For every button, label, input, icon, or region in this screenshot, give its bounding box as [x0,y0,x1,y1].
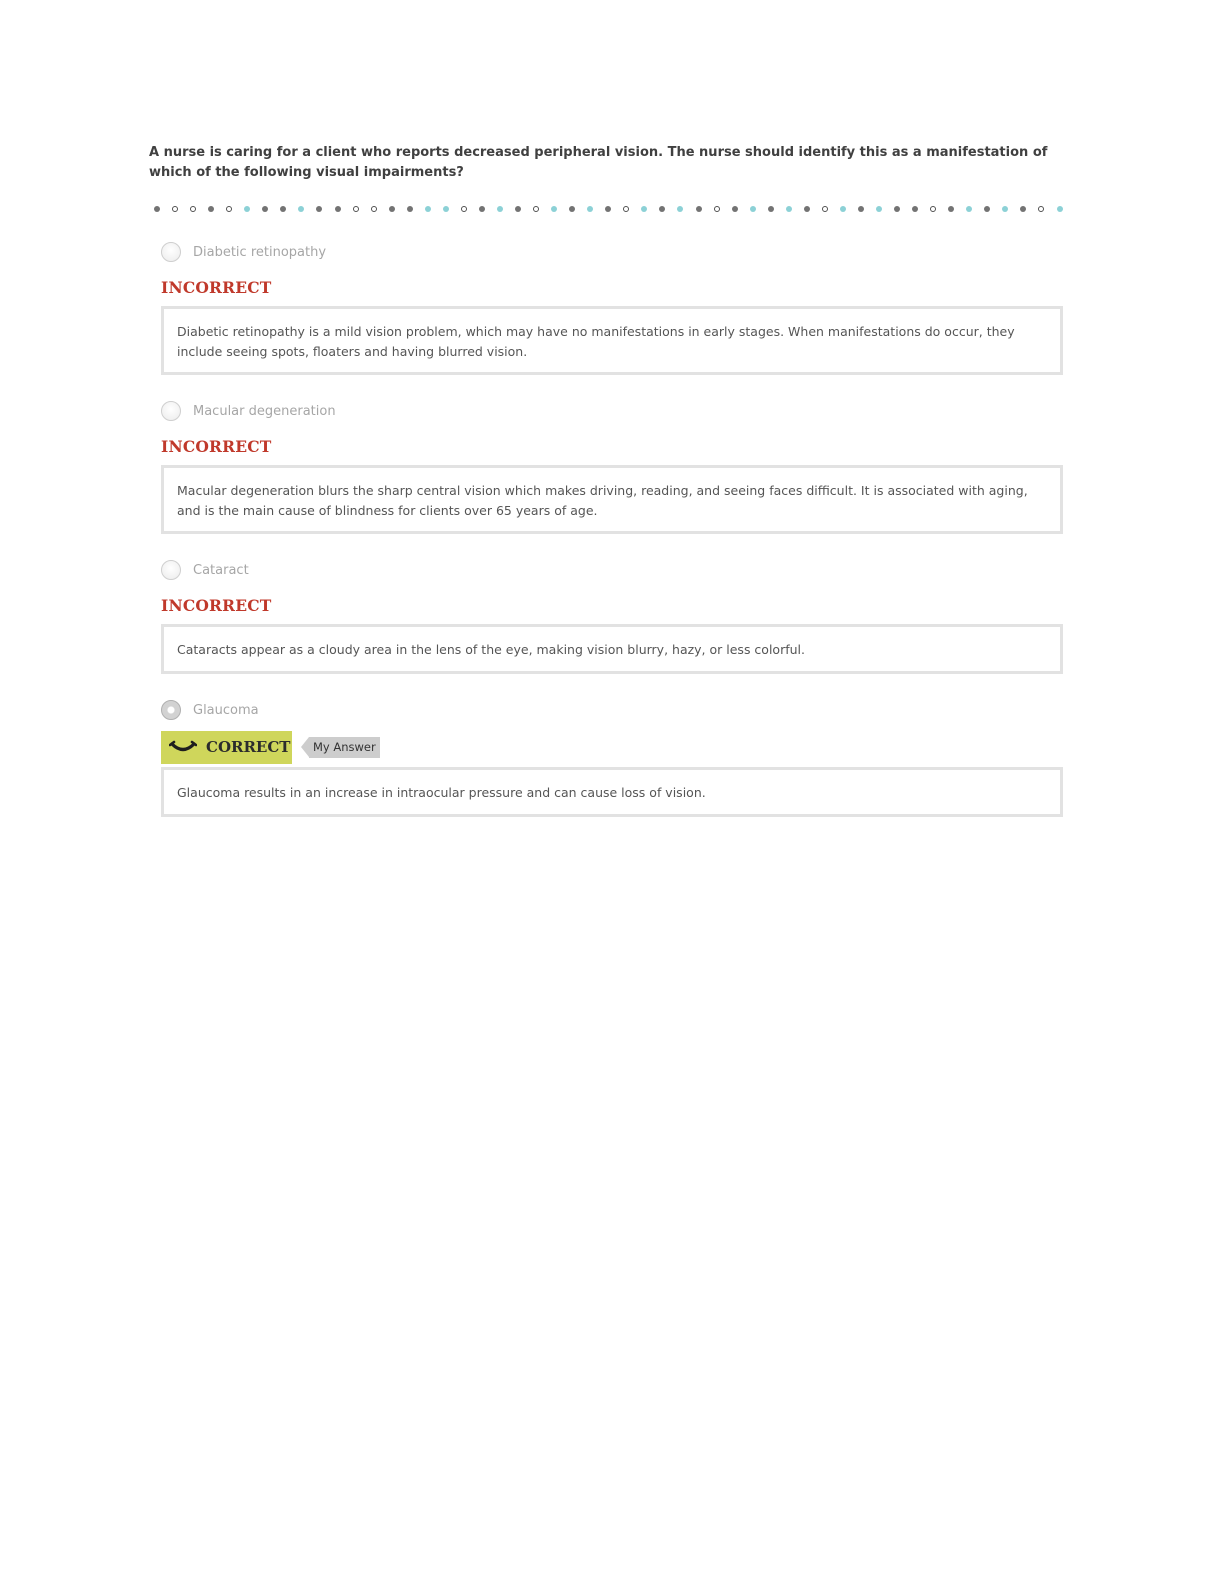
divider-dot [497,206,503,212]
my-answer-label: My Answer [309,737,380,758]
divider-dot [226,206,232,212]
feedback-box: Macular degeneration blurs the sharp central vision which makes driving, reading, and seeing faces difficult. It is associated with aging, and is the main cause of blindness for clients over 65 years of age. [161,465,1063,534]
feedback-box: Cataracts appear as a cloudy area in the lens of the eye, making vision blurry, hazy, or less colorful. [161,624,1063,674]
divider-dot [335,206,341,212]
divider-dot [262,206,268,212]
feedback-box: Diabetic retinopathy is a mild vision problem, which may have no manifestations in early stages. When manifestations do occur, they include seeing spots, floaters and having blurred vision. [161,306,1063,375]
divider-dot [804,206,810,212]
divider-dot [1038,206,1044,212]
divider-dot [605,206,611,212]
divider-dot [750,206,756,212]
divider-dot [1002,206,1008,212]
divider-dot [154,206,160,212]
divider-dot [443,206,449,212]
incorrect-label: INCORRECT [161,278,272,297]
incorrect-label: INCORRECT [161,596,272,615]
divider-dot [876,206,882,212]
divider-dot [244,206,250,212]
radio-button[interactable] [161,242,181,262]
divider-dot [533,206,539,212]
correct-badge [161,731,292,764]
divider-dot [840,206,846,212]
divider-dot [353,206,359,212]
divider-dot [948,206,954,212]
divider-dot [316,206,322,212]
divider-dot [768,206,774,212]
divider-dot [389,206,395,212]
dotted-divider [152,203,1070,215]
divider-dot [479,206,485,212]
divider-dot [569,206,575,212]
divider-dot [280,206,286,212]
divider-dot [786,206,792,212]
divider-dot [696,206,702,212]
divider-dot [371,206,377,212]
question-text: A nurse is caring for a client who reports decreased peripheral vision. The nurse should identify this as a manifestation of which of the following visual impairments? [149,145,1048,180]
divider-dot [623,206,629,212]
divider-dot [984,206,990,212]
divider-dot [1020,206,1026,212]
divider-dot [912,206,918,212]
divider-dot [894,206,900,212]
divider-dot [587,206,593,212]
feedback-box: Glaucoma results in an increase in intraocular pressure and can cause loss of vision. [161,767,1063,817]
divider-dot [966,206,972,212]
divider-dot [461,206,467,212]
choice-label: Cataract [193,563,249,578]
radio-button[interactable] [161,560,181,580]
divider-dot [1057,206,1063,212]
choice-label: Macular degeneration [193,404,336,419]
divider-dot [732,206,738,212]
divider-dot [677,206,683,212]
divider-dot [714,206,720,212]
incorrect-label: INCORRECT [161,437,272,456]
divider-dot [930,206,936,212]
divider-dot [208,206,214,212]
divider-dot [515,206,521,212]
radio-button[interactable] [161,401,181,421]
divider-dot [190,206,196,212]
divider-dot [425,206,431,212]
divider-dot [172,206,178,212]
choice-label: Glaucoma [193,703,259,718]
divider-dot [298,206,304,212]
divider-dot [659,206,665,212]
divider-dot [858,206,864,212]
choice-label: Diabetic retinopathy [193,245,327,260]
divider-dot [641,206,647,212]
radio-button-selected[interactable] [161,700,181,720]
divider-dot [407,206,413,212]
divider-dot [822,206,828,212]
smile-curve-icon [169,738,197,756]
tag-arrow [301,737,309,757]
correct-label: CORRECT [206,738,291,756]
divider-dot [551,206,557,212]
